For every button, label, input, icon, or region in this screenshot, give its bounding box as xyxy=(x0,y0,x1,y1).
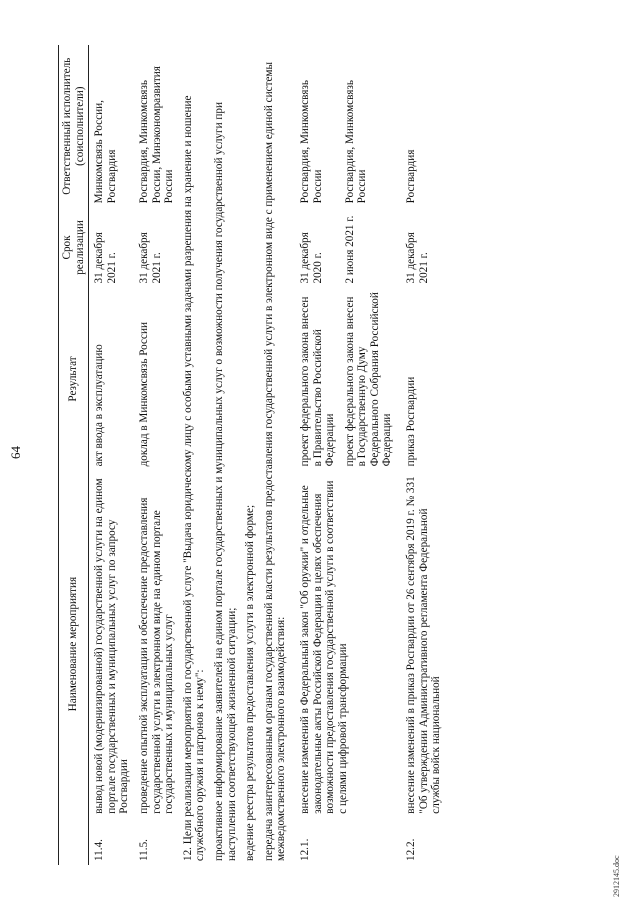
row-deadline: 31 декабря 2021 г. xyxy=(137,232,163,284)
section-goal-row xyxy=(260,45,291,865)
section-title-row xyxy=(179,45,210,865)
header-responsible: Ответственный исполнитель (соисполнители) xyxy=(59,45,89,207)
row-number: 12.2. xyxy=(405,838,418,861)
row-name: проведение опытной эксплуатации и обеспечение предоставления государственной услуги в электронном виде на едином портале государственных и муниципальных услуг xyxy=(137,497,176,814)
table-row xyxy=(134,45,179,865)
row-result: приказ Росгвардии xyxy=(405,376,418,467)
measures-table xyxy=(58,45,446,865)
section-goal-row xyxy=(241,45,260,865)
section-12-goal: ведение реестра результатов предоставления услуги в электронной форме; xyxy=(244,504,257,861)
row-result: проект федерального закона внесен в Правительство Российской Федерации xyxy=(298,296,337,467)
row-result: проект федерального закона внесен в Государственную Думу Федерального Собрания Российской Федерации xyxy=(343,292,394,467)
row-deadline: 31 декабря 2020 г. xyxy=(298,232,324,284)
page-number: 64 xyxy=(8,446,23,459)
header-name: Наименование мероприятия xyxy=(59,470,89,817)
table-row xyxy=(89,45,134,865)
table-header-row xyxy=(59,45,89,865)
row-result: акт ввода в эксплуатацию xyxy=(93,344,106,467)
row-number: 11.5. xyxy=(137,839,150,861)
row-number: 12.1. xyxy=(298,838,311,861)
table-row xyxy=(397,45,446,865)
header-deadline: Срок реализации xyxy=(59,207,89,287)
section-12-title: 12. Цели реализации мероприятий по государственной услуге "Выдача юридическому лицу с особыми уставными задачами разрешения на хранение и ношение служебного оружия и патронов к нему": xyxy=(181,95,207,861)
table-row xyxy=(291,45,340,865)
row-name: внесение изменений в приказ Росгвардии от 26 сентября 2019 г. № 331 "Об утверждении Административного регламента Федеральной службы войск национальной xyxy=(405,476,443,814)
section-goal-row xyxy=(210,45,241,865)
row-deadline: 31 декабря 2021 г. xyxy=(405,232,430,284)
header-number xyxy=(59,818,89,865)
row-name: внесение изменений в Федеральный закон "Об оружии" и отдельные законодательные акты Российской Федерации в целях обеспечения возможности предоставления государственной услуги в соответствии с целями цифровой трансформации xyxy=(298,480,349,814)
row-result: доклад в Минкомсвязь России xyxy=(137,322,150,467)
row-responsible: Росгвардия xyxy=(405,149,418,204)
section-12-goal: проактивное информирование заявителей на едином портале государственных и муниципальных услуг о возможности получения государственной услуги при наступлении соответствующей жизненной ситуации; xyxy=(212,102,238,861)
row-responsible: Росгвардия, Минкомсвязь России xyxy=(298,80,324,204)
row-responsible: Росгвардия, Минкомсвязь России, Минэкономразвития России xyxy=(137,66,176,204)
row-responsible: Минкомсвязь России, Росгвардия xyxy=(93,100,118,204)
row-deadline: 31 декабря 2021 г. xyxy=(93,232,118,284)
header-result: Результат xyxy=(59,288,89,471)
row-number: 11.4. xyxy=(93,839,106,861)
row-name: вывод новой (модернизированной) государственной услуги на едином портале государственных и муниципальных услуг по запросу Росгвардии xyxy=(93,478,131,814)
row-deadline: 2 июня 2021 г. xyxy=(343,215,356,284)
section-12-goal: передача заинтересованным органам государственной власти результатов предоставления государственной услуги в электронном виде с применением единой системы межведомственного электронного взаимодействия: xyxy=(262,61,288,861)
row-responsible: Росгвардия, Минкомсвязь России xyxy=(343,80,369,204)
document-id: 2912145.doc xyxy=(612,855,621,897)
